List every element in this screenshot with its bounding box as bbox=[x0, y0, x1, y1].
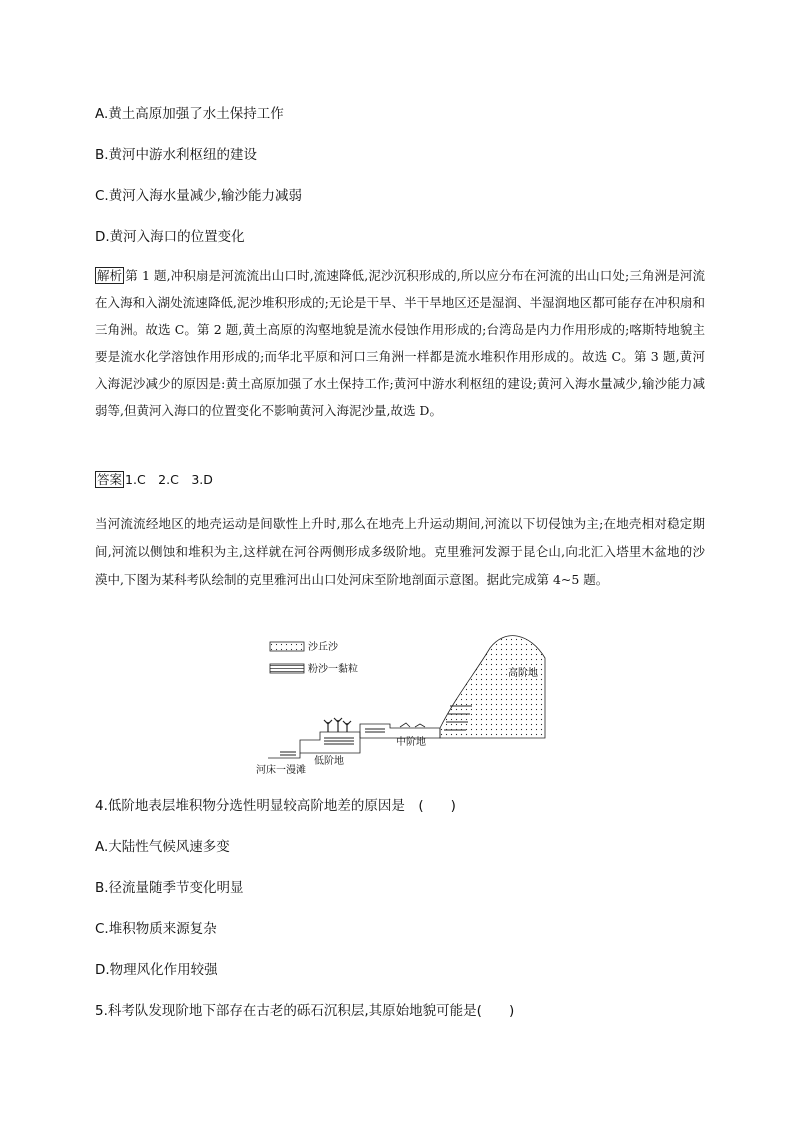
low-terrace-shape bbox=[300, 732, 360, 753]
label-riverbed: 河床一漫滩 bbox=[256, 765, 306, 776]
legend-sand-label: 沙丘沙 bbox=[308, 642, 338, 653]
label-high-terrace: 高阶地 bbox=[508, 668, 538, 679]
analysis-text: 第 1 题,冲积扇是河流流出山口时,流速降低,泥沙沉积形成的,所以应分布在河流的出山口处;三角洲是河流在入海和入湖处流速降低,泥沙堆积形成的;无论是干旱、半干旱地区还是湿润、半湿润地区都可能存在冲积扇和三角洲。故选 C。第 2 题,黄土高原的沟壑地貌是流水侵蚀作用形成的;台湾岛是内力作用形成的;喀斯特地貌主要是流水化学溶蚀作用形成的;而华北平原和河口三角洲一样都是流水堆积作用形成的。故选 C。第 3 题,黄河入海泥沙减少的原因是:黄土高原加强了水土保持工作;黄河中游水利枢纽的建设;黄河入海水量减少,输沙能力减弱等,但黄河入海口的位置变化不影响黄河入海泥沙量,故选 D。 bbox=[95, 268, 705, 418]
terrace-profile-figure bbox=[250, 628, 550, 778]
high-terrace-shape bbox=[440, 636, 545, 738]
mid-terrace-dunes bbox=[400, 723, 425, 727]
low-terrace-silt-layers bbox=[324, 738, 354, 744]
legend-silt-swatch bbox=[270, 664, 304, 673]
q3-option-c: C.黄河入海水量减少,输沙能力减弱 bbox=[95, 188, 303, 204]
q3-option-d: D.黄河入海口的位置变化 bbox=[95, 229, 245, 245]
q4-option-d: D.物理风化作用较强 bbox=[95, 962, 218, 978]
q3-option-b: B.黄河中游水利枢纽的建设 bbox=[95, 147, 258, 163]
legend-sand-swatch bbox=[270, 642, 304, 651]
q4-stem: 4.低阶地表层堆积物分选性明显较高阶地差的原因是 ( ) bbox=[95, 798, 456, 814]
riverbed-shape bbox=[268, 753, 300, 758]
analysis-tag: 解析 bbox=[97, 268, 123, 283]
q4-option-b: B.径流量随季节变化明显 bbox=[95, 880, 244, 896]
low-terrace-trees bbox=[324, 718, 351, 732]
q4-option-c: C.堆积物质来源复杂 bbox=[95, 921, 217, 937]
q3-option-a: A.黄土高原加强了水土保持工作 bbox=[95, 106, 284, 122]
analysis-block bbox=[95, 262, 705, 424]
label-low-terrace: 低阶地 bbox=[314, 756, 344, 767]
legend-silt-label: 粉沙一黏粒 bbox=[308, 664, 358, 675]
answer-text: 1.C 2.C 3.D bbox=[125, 472, 213, 487]
q5-stem: 5.科考队发现阶地下部存在古老的砾石沉积层,其原始地貌可能是( ) bbox=[95, 1003, 515, 1019]
q4-option-a: A.大陆性气候风速多变 bbox=[95, 839, 230, 855]
label-mid-terrace: 中阶地 bbox=[396, 737, 426, 748]
intro-paragraph: 当河流流经地区的地壳运动是间歇性上升时,那么在地壳上升运动期间,河流以下切侵蚀为主;在地壳相对稳定期间,河流以侧蚀和堆积为主,这样就在河谷两侧形成多级阶地。克里雅河发源于昆仑山,向北汇入塔里木盆地的沙漠中,下图为某科考队绘制的克里雅河出山口处河床至阶地剖面示意图。据此完成第 4~5 题。 bbox=[95, 516, 705, 587]
terrace-profile-diagram bbox=[250, 628, 550, 778]
riverbed-silt-layers bbox=[280, 752, 296, 755]
answer-tag: 答案 bbox=[97, 472, 123, 487]
mid-terrace-silt-layers bbox=[365, 729, 385, 732]
mid-terrace-shape bbox=[360, 724, 440, 738]
answer-block bbox=[95, 466, 705, 493]
